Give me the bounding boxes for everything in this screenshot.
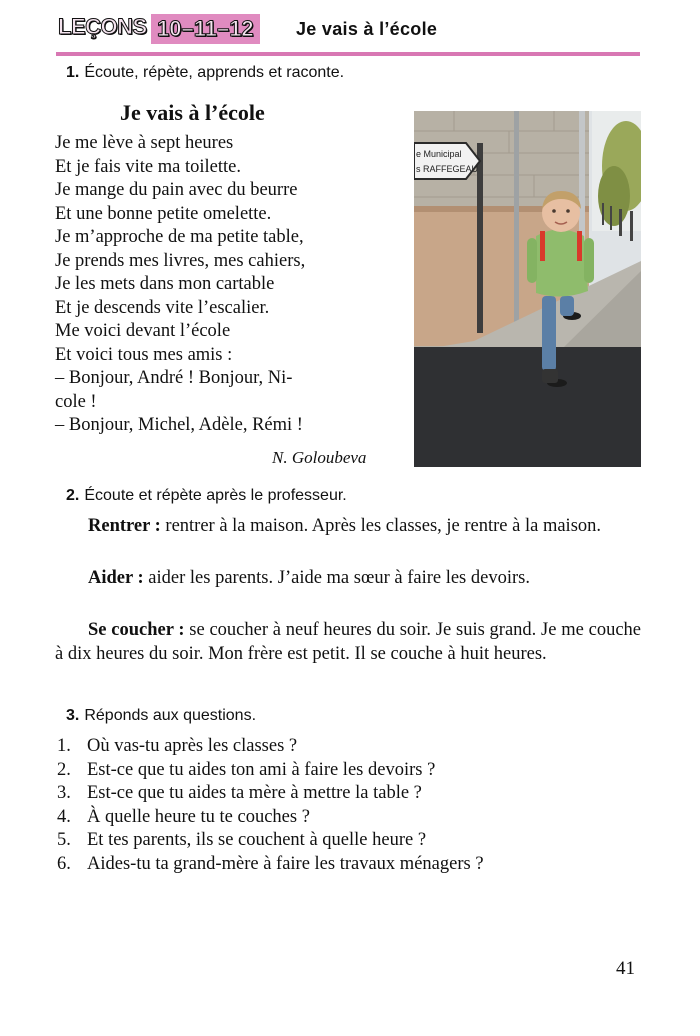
task-2-instruction bbox=[66, 487, 347, 505]
poem-line: Et une bonne petite omelette. bbox=[55, 203, 272, 224]
page-number: 41 bbox=[616, 958, 635, 979]
task-3-text: Réponds aux questions. bbox=[84, 707, 257, 724]
page-title: Je vais à l’école bbox=[296, 19, 438, 39]
poem-line: Je les mets dans mon cartable bbox=[55, 274, 275, 294]
question-number: 1. bbox=[57, 736, 71, 756]
vocab-definition: aider les parents. J’aide ma sœur à faire les devoirs. bbox=[143, 568, 530, 588]
question-text: Aides-tu ta grand-mère à faire les travaux ménagers ? bbox=[87, 853, 484, 874]
question-number: 5. bbox=[57, 830, 71, 851]
poem-line: – Bonjour, Michel, Adèle, Rémi ! bbox=[55, 415, 303, 435]
poem-line: Et je descends vite l’escalier. bbox=[55, 297, 270, 318]
vocab-entry-se-coucher bbox=[55, 618, 641, 666]
task-2-number: 2. bbox=[66, 487, 80, 504]
poem-line: Je m’approche de ma petite table, bbox=[55, 227, 304, 247]
poem-line: Je prends mes livres, mes cahiers, bbox=[55, 250, 306, 271]
task-1-text: Écoute, répète, apprends et raconte. bbox=[84, 64, 345, 81]
question-number: 6. bbox=[57, 853, 71, 874]
question-item bbox=[57, 829, 484, 853]
question-number: 4. bbox=[57, 806, 71, 827]
question-item bbox=[57, 806, 484, 830]
header-divider bbox=[56, 52, 640, 56]
task-1-number: 1. bbox=[66, 64, 80, 81]
task-3-instruction bbox=[66, 707, 256, 725]
poem-title: Je vais à l’école bbox=[120, 100, 265, 125]
question-item bbox=[57, 782, 484, 806]
vocab-entry-rentrer bbox=[55, 514, 641, 538]
questions-list bbox=[57, 735, 484, 877]
poem-author: N. Goloubeva bbox=[272, 448, 367, 467]
poem-line: Je me lève à sept heures bbox=[55, 133, 234, 153]
vocab-definition: rentrer à la maison. Après les classes, je rentre à la maison. bbox=[160, 516, 602, 536]
question-item bbox=[57, 759, 484, 783]
poem-line: – Bonjour, André ! Bonjour, Ni- bbox=[55, 368, 293, 388]
sign-text-top: e Municipal bbox=[416, 149, 462, 159]
photo-boy-walking-to-school bbox=[414, 111, 641, 467]
task-2-text: Écoute et répète après le professeur. bbox=[84, 487, 347, 504]
vocab-entry-aider bbox=[55, 566, 641, 590]
task-1-instruction bbox=[66, 64, 344, 82]
question-text: À quelle heure tu te couches ? bbox=[87, 806, 310, 827]
poem-text bbox=[55, 132, 400, 438]
task-3-number: 3. bbox=[66, 707, 80, 724]
poem-line: Me voici devant l’école bbox=[55, 321, 231, 341]
question-number: 2. bbox=[57, 759, 71, 780]
poem-line: Je mange du pain avec du beurre bbox=[55, 180, 298, 200]
question-text: Où vas-tu après les classes ? bbox=[87, 736, 298, 756]
lesson-label: LEÇONS bbox=[58, 14, 147, 39]
lesson-numbers: 10–11–12 bbox=[151, 14, 260, 44]
question-text: Et tes parents, ils se couchent à quelle heure ? bbox=[87, 830, 427, 851]
vocab-term: Aider : bbox=[88, 568, 144, 588]
vocab-definition: se coucher à neuf heures du soir. Je suis grand. Je me couche à dix heures du soir. Mon frère est petit. Il se couche à huit heures. bbox=[55, 620, 641, 664]
poem-line: Et voici tous mes amis : bbox=[55, 344, 233, 365]
poem-line: cole ! bbox=[55, 391, 97, 412]
vocab-term: Se coucher : bbox=[88, 620, 185, 640]
vocab-term: Rentrer : bbox=[88, 516, 161, 536]
question-item bbox=[57, 735, 484, 759]
sign-text-bottom: s RAFFEGEAU bbox=[416, 164, 479, 174]
question-text: Est-ce que tu aides ta mère à mettre la table ? bbox=[87, 783, 422, 804]
poem-line: Et je fais vite ma toilette. bbox=[55, 156, 241, 177]
question-item bbox=[57, 853, 484, 877]
question-text: Est-ce que tu aides ton ami à faire les devoirs ? bbox=[87, 759, 436, 780]
question-number: 3. bbox=[57, 783, 71, 804]
